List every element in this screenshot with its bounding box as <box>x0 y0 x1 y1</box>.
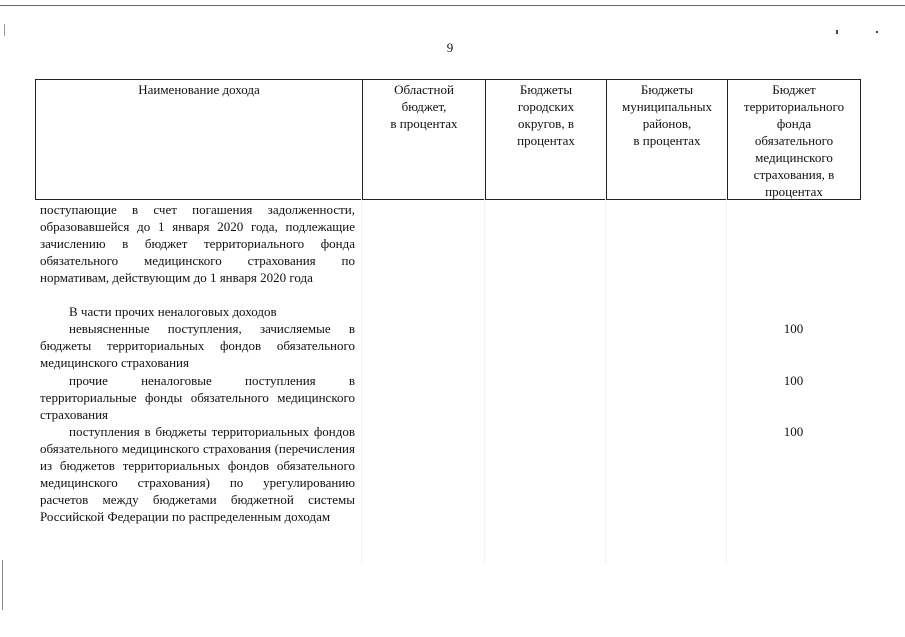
header-health-insurance-fund-budget: Бюджет территориального фонда обязательного медицинского страхования, в процентах <box>727 80 860 199</box>
header-income-name: Наименование дохода <box>138 82 260 97</box>
header-city-district-budgets: Бюджеты городских округов, в процентах <box>485 80 606 199</box>
column-divider <box>484 199 485 563</box>
page-number: 9 <box>446 40 454 55</box>
table-row-value: 100 <box>783 424 804 439</box>
column-divider <box>605 199 606 563</box>
section-heading: В части прочих неналоговых доходов <box>69 304 277 319</box>
header-municipal-district-budgets: Бюджеты муниципальных районов, в процентах <box>606 80 727 199</box>
scan-speck <box>836 30 838 34</box>
table-header <box>35 79 861 200</box>
scan-top-edge <box>0 5 905 6</box>
table-row-name: поступающие в счет погашения задолженности, образовавшейся до 1 января 2020 года, подлежащие зачислению в бюджет территориального фонда обязательного медицинского страхования по нормативам, действующим до 1 января 2020 года <box>40 202 355 285</box>
column-divider <box>361 199 362 563</box>
table-row-value: 100 <box>783 373 804 388</box>
scan-speck <box>4 24 5 36</box>
scan-speck <box>2 560 3 610</box>
table-row-name: невыясненные поступления, зачисляемые в бюджеты территориальных фондов обязательного медицинского страхования <box>40 321 355 370</box>
header-regional-budget: Областной бюджет, в процентах <box>362 80 485 199</box>
table-row-name: прочие неналоговые поступления в территориальные фонды обязательного медицинского страхования <box>40 373 355 422</box>
table-row-name: поступления в бюджеты территориальных фондов обязательного медицинского страхования (перечисления из бюджетов территориальных фондов обязательного медицинского страхования) по урегулированию расчетов между бюджетами бюджетной системы Российской Федерации по распределенным доходам <box>40 424 355 524</box>
scan-speck <box>876 31 878 33</box>
table-row-value: 100 <box>783 321 804 336</box>
